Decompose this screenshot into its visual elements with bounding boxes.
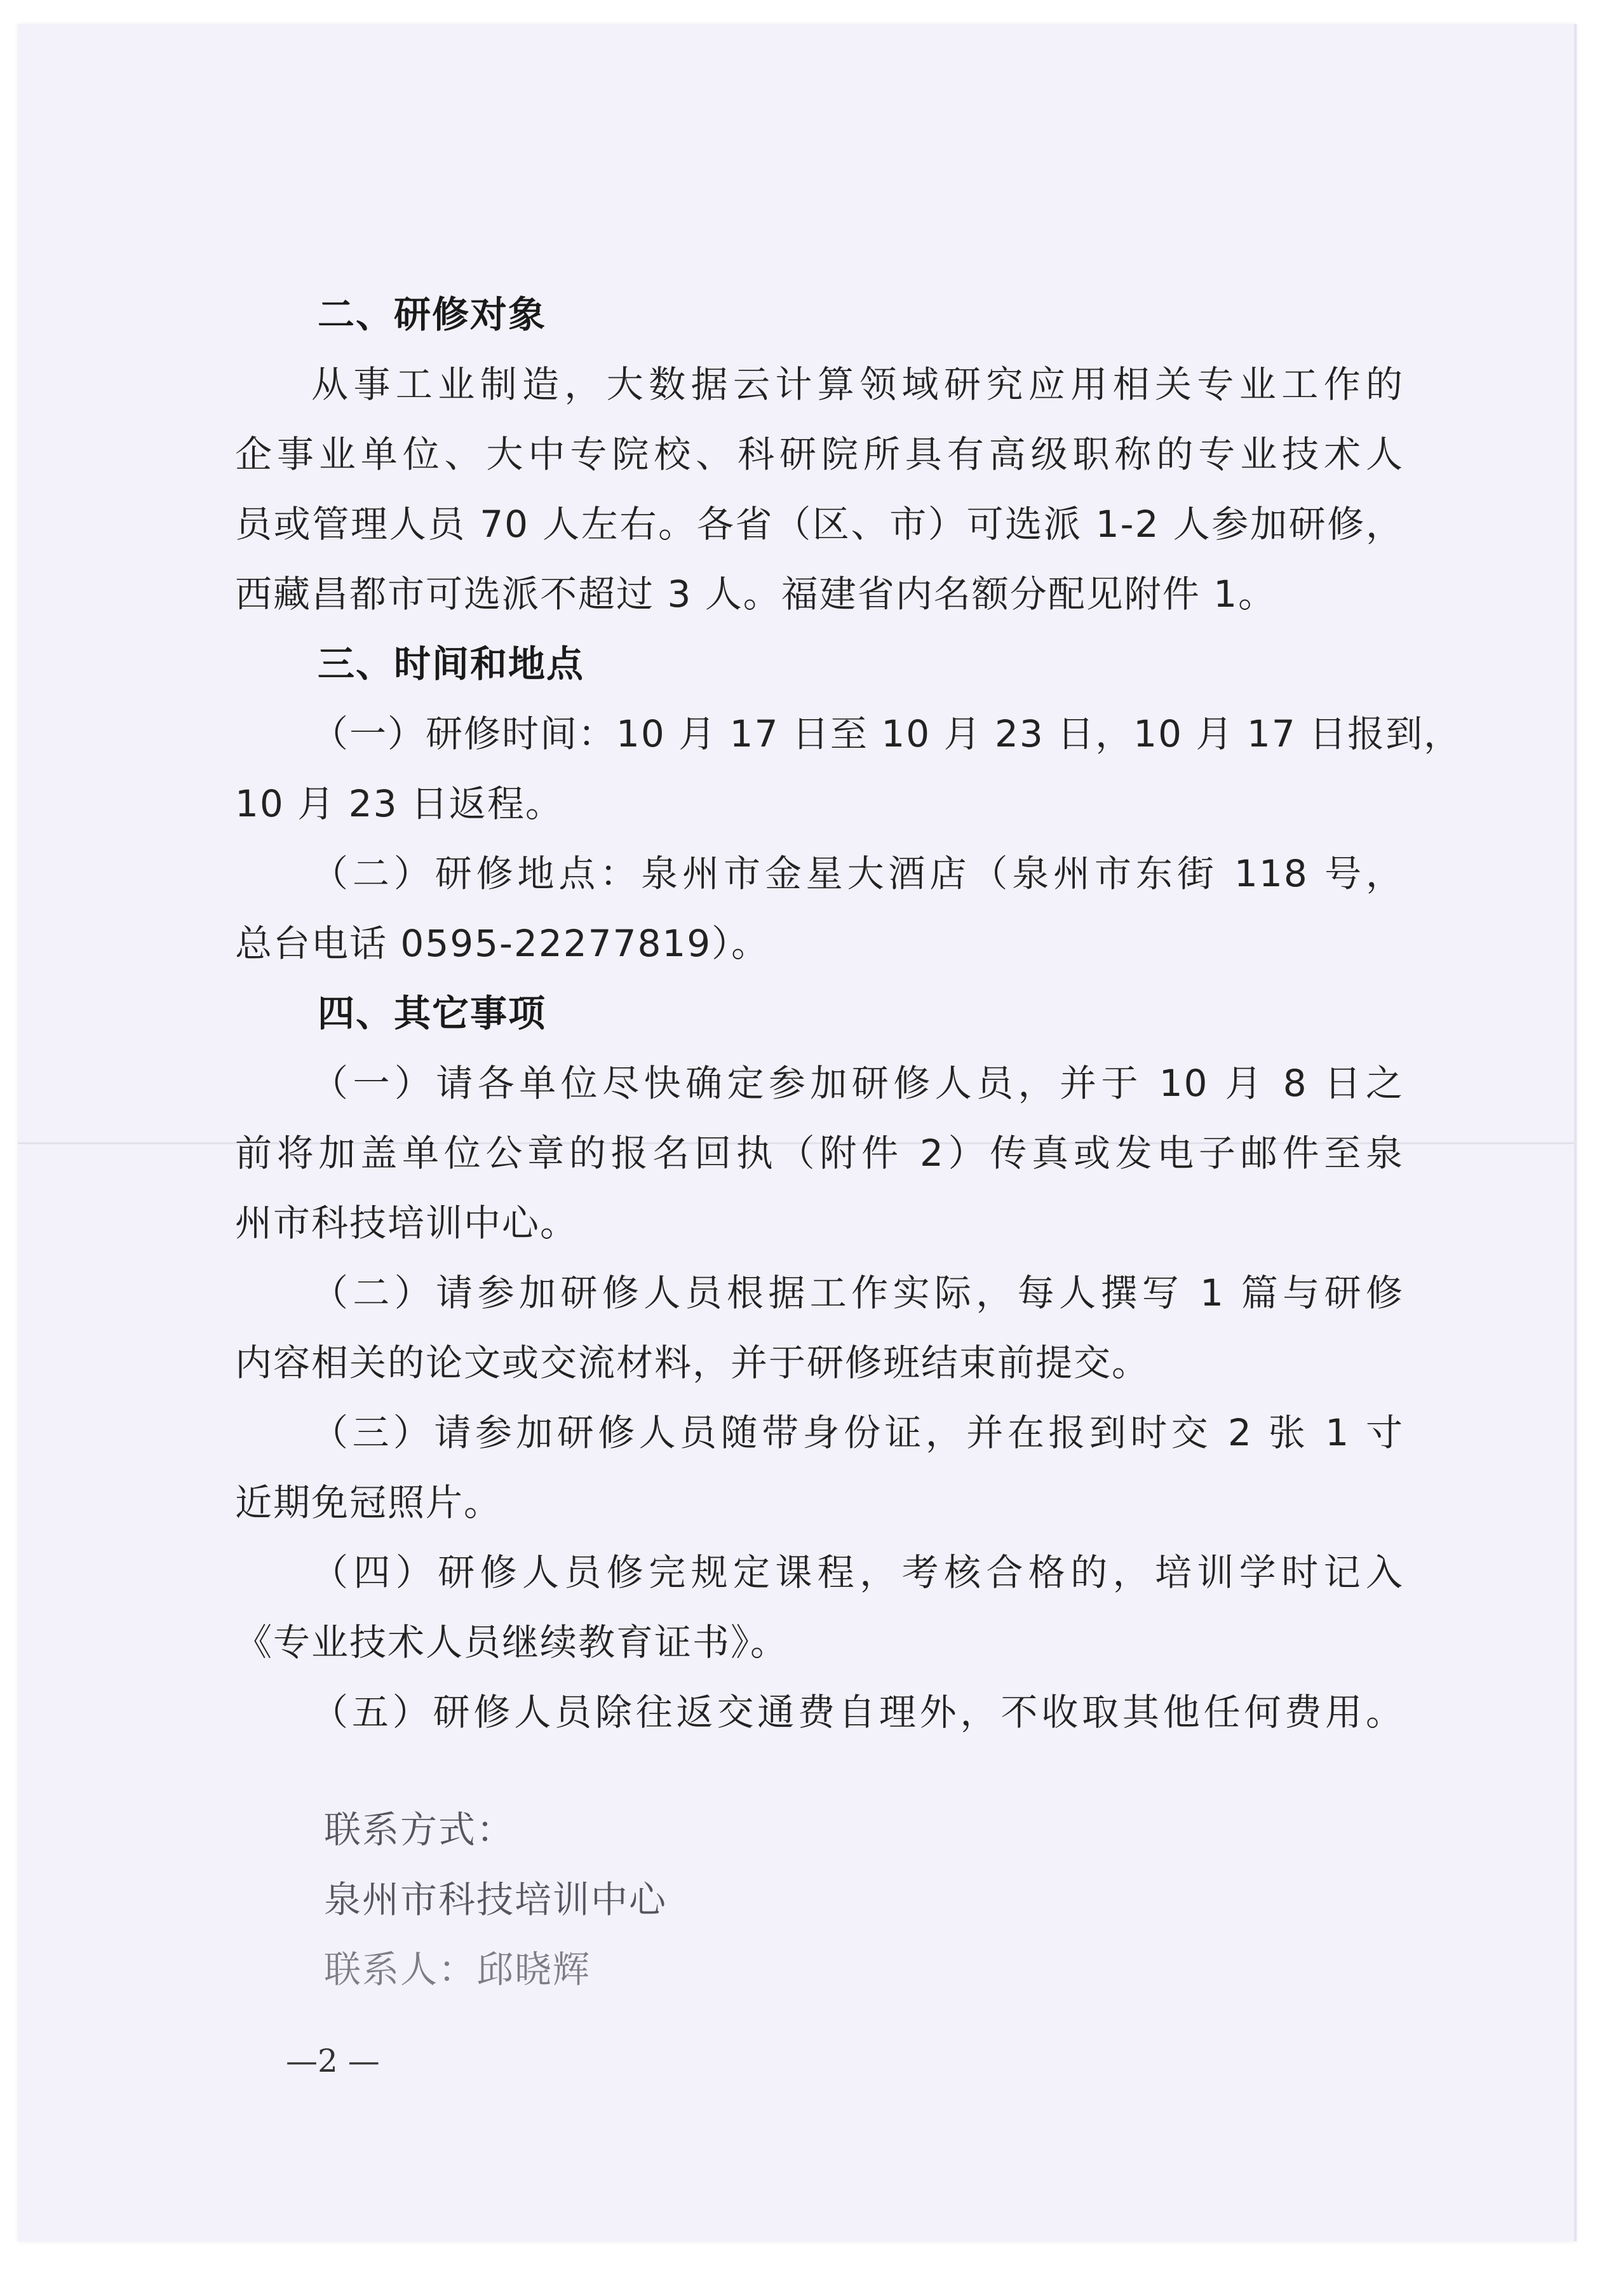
paragraph-line: 总台电话 0595-22277819）。: [235, 922, 770, 965]
contact-person: 联系人：邱晓辉: [324, 1948, 591, 1991]
paragraph-line: 近期免冠照片。: [235, 1481, 502, 1524]
contact-label: 联系方式：: [324, 1808, 515, 1851]
paragraph-line: 《专业技术人员继续教育证书》。: [235, 1621, 789, 1664]
contact-organization: 泉州市科技培训中心: [324, 1878, 668, 1921]
page-number: —2 —: [286, 2043, 380, 2079]
paragraph-line: （二）研修地点：泉州市金星大酒店（泉州市东街 118 号，: [311, 852, 1404, 895]
paragraph-line: 员或管理人员 70 人左右。各省（区、市）可选派 1-2 人参加研修，: [235, 503, 1404, 546]
paragraph-line: 西藏昌都市可选派不超过 3 人。福建省内名额分配见附件 1。: [235, 572, 1277, 616]
section-heading-4: 四、其它事项: [318, 992, 547, 1035]
paragraph-line: （二）请参加研修人员根据工作实际，每人撰写 1 篇与研修: [311, 1271, 1404, 1314]
paragraph-line: （五）研修人员除往返交通费自理外，不收取其他任何费用。: [311, 1691, 1404, 1734]
section-heading-2: 二、研修对象: [318, 293, 547, 336]
paragraph-line: 内容相关的论文或交流材料，并于研修班结束前提交。: [235, 1341, 1150, 1384]
paragraph-line: （一）请各单位尽快确定参加研修人员，并于 10 月 8 日之: [311, 1062, 1404, 1105]
paragraph-line: （一）研修时间：10 月 17 日至 10 月 23 日，10 月 17 日报到，: [311, 712, 1462, 755]
paragraph-line: 州市科技培训中心。: [235, 1201, 579, 1245]
paragraph-line: （三）请参加研修人员随带身份证，并在报到时交 2 张 1 寸: [311, 1411, 1404, 1454]
paragraph-line: 从事工业制造，大数据云计算领域研究应用相关专业工作的: [311, 363, 1404, 406]
paragraph-line: 10 月 23 日返程。: [235, 782, 563, 825]
paragraph-line: （四）研修人员修完规定课程，考核合格的，培训学时记入: [311, 1551, 1404, 1594]
section-heading-3: 三、时间和地点: [318, 642, 585, 685]
paragraph-line: 企事业单位、大中专院校、科研院所具有高级职称的专业技术人: [235, 433, 1404, 476]
paragraph-line: 前将加盖单位公章的报名回执（附件 2）传真或发电子邮件至泉: [235, 1131, 1404, 1175]
